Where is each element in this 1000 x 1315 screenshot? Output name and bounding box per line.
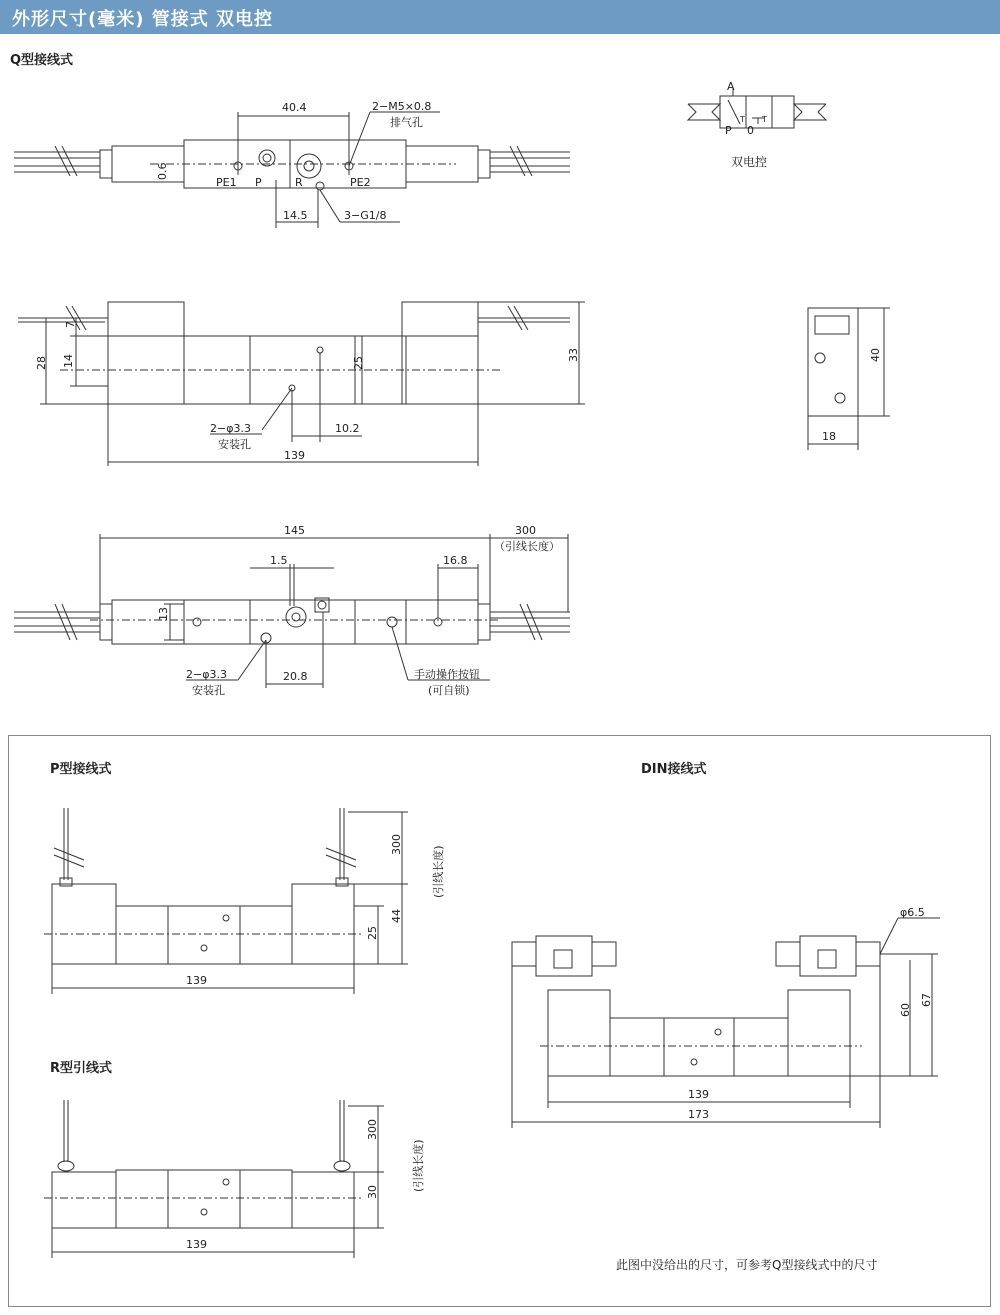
bottom-hole: 2−φ3.3 (186, 668, 227, 681)
din-dim-60: 60 (899, 1003, 912, 1017)
p-dim-300: 300 (390, 834, 403, 855)
din-type-label: DIN接线式 (641, 762, 707, 777)
dim-0-6: 0.6 (156, 162, 169, 180)
p-lead-length: (引线长度) (432, 845, 445, 898)
dim-139: 139 (284, 449, 305, 462)
front-view (18, 302, 585, 466)
side-view (808, 308, 890, 450)
front-hole-label: 安装孔 (218, 438, 251, 451)
port-r: R (295, 176, 303, 189)
self-lock-label: (可自锁) (428, 684, 470, 697)
symbol-port-0: 0 (747, 124, 754, 137)
manual-button-label: 手动操作按钮 (414, 668, 480, 681)
dim-25: 25 (352, 356, 365, 370)
symbol-caption: 双电控 (731, 155, 768, 169)
symbol-port-a: A (727, 80, 735, 93)
page-title: 外形尺寸(毫米) 管接式 双电控 (12, 9, 273, 30)
dim-14: 14 (62, 354, 75, 368)
q-type-label: Q型接线式 (10, 53, 74, 68)
dim-14-5: 14.5 (283, 209, 308, 222)
dim-13: 13 (157, 607, 170, 621)
dim-300-bottom: 300 (515, 524, 536, 537)
p-dim-44: 44 (390, 909, 403, 923)
din-dim-139: 139 (688, 1088, 709, 1101)
dim-20-8: 20.8 (283, 670, 308, 683)
port-pe2: PE2 (350, 176, 371, 189)
symbol-t-left: T (740, 115, 745, 124)
dim-33: 33 (567, 348, 580, 362)
symbol-port-p: P (725, 124, 732, 137)
dim-16-8: 16.8 (443, 554, 468, 567)
dim-145: 145 (284, 524, 305, 537)
p-dim-139: 139 (186, 974, 207, 987)
dim-28: 28 (35, 356, 48, 370)
r-type-label: R型引线式 (50, 1061, 113, 1076)
p-type-label: P型接线式 (50, 762, 112, 777)
m5-label: 2−M5×0.8 (372, 100, 432, 113)
port-p: P (255, 176, 262, 189)
din-dim-67: 67 (920, 993, 933, 1007)
bottom-hole-label: 安装孔 (192, 684, 225, 697)
dim-40: 40 (869, 348, 882, 362)
r-dim-139: 139 (186, 1238, 207, 1251)
din-dim-173: 173 (688, 1108, 709, 1121)
g18-label: 3−G1/8 (344, 209, 387, 222)
footnote: 此图中没给出的尺寸，可参考Q型接线式中的尺寸 (616, 1258, 878, 1272)
din-phi: φ6.5 (900, 906, 925, 919)
lead-length-bottom: （引线长度） (494, 540, 560, 553)
r-dim-30: 30 (366, 1185, 379, 1199)
symbol-t-right: T (762, 115, 767, 124)
din-type-view (512, 906, 940, 1128)
p-type-view (44, 808, 445, 994)
r-lead-length: (引线长度) (412, 1139, 425, 1192)
dim-40-4: 40.4 (282, 101, 307, 114)
dim-1-5: 1.5 (270, 554, 288, 567)
dim-7: 7 (64, 321, 77, 328)
r-dim-300: 300 (366, 1119, 379, 1140)
dim-18: 18 (822, 430, 836, 443)
p-dim-25: 25 (366, 926, 379, 940)
exhaust-label: 排气孔 (390, 116, 423, 129)
bottom-view (14, 524, 570, 697)
r-type-view (44, 1100, 425, 1258)
port-pe1: PE1 (216, 176, 237, 189)
front-hole: 2−φ3.3 (210, 422, 251, 435)
top-view (14, 100, 570, 228)
valve-symbol (688, 80, 826, 169)
dim-10-2: 10.2 (335, 422, 360, 435)
